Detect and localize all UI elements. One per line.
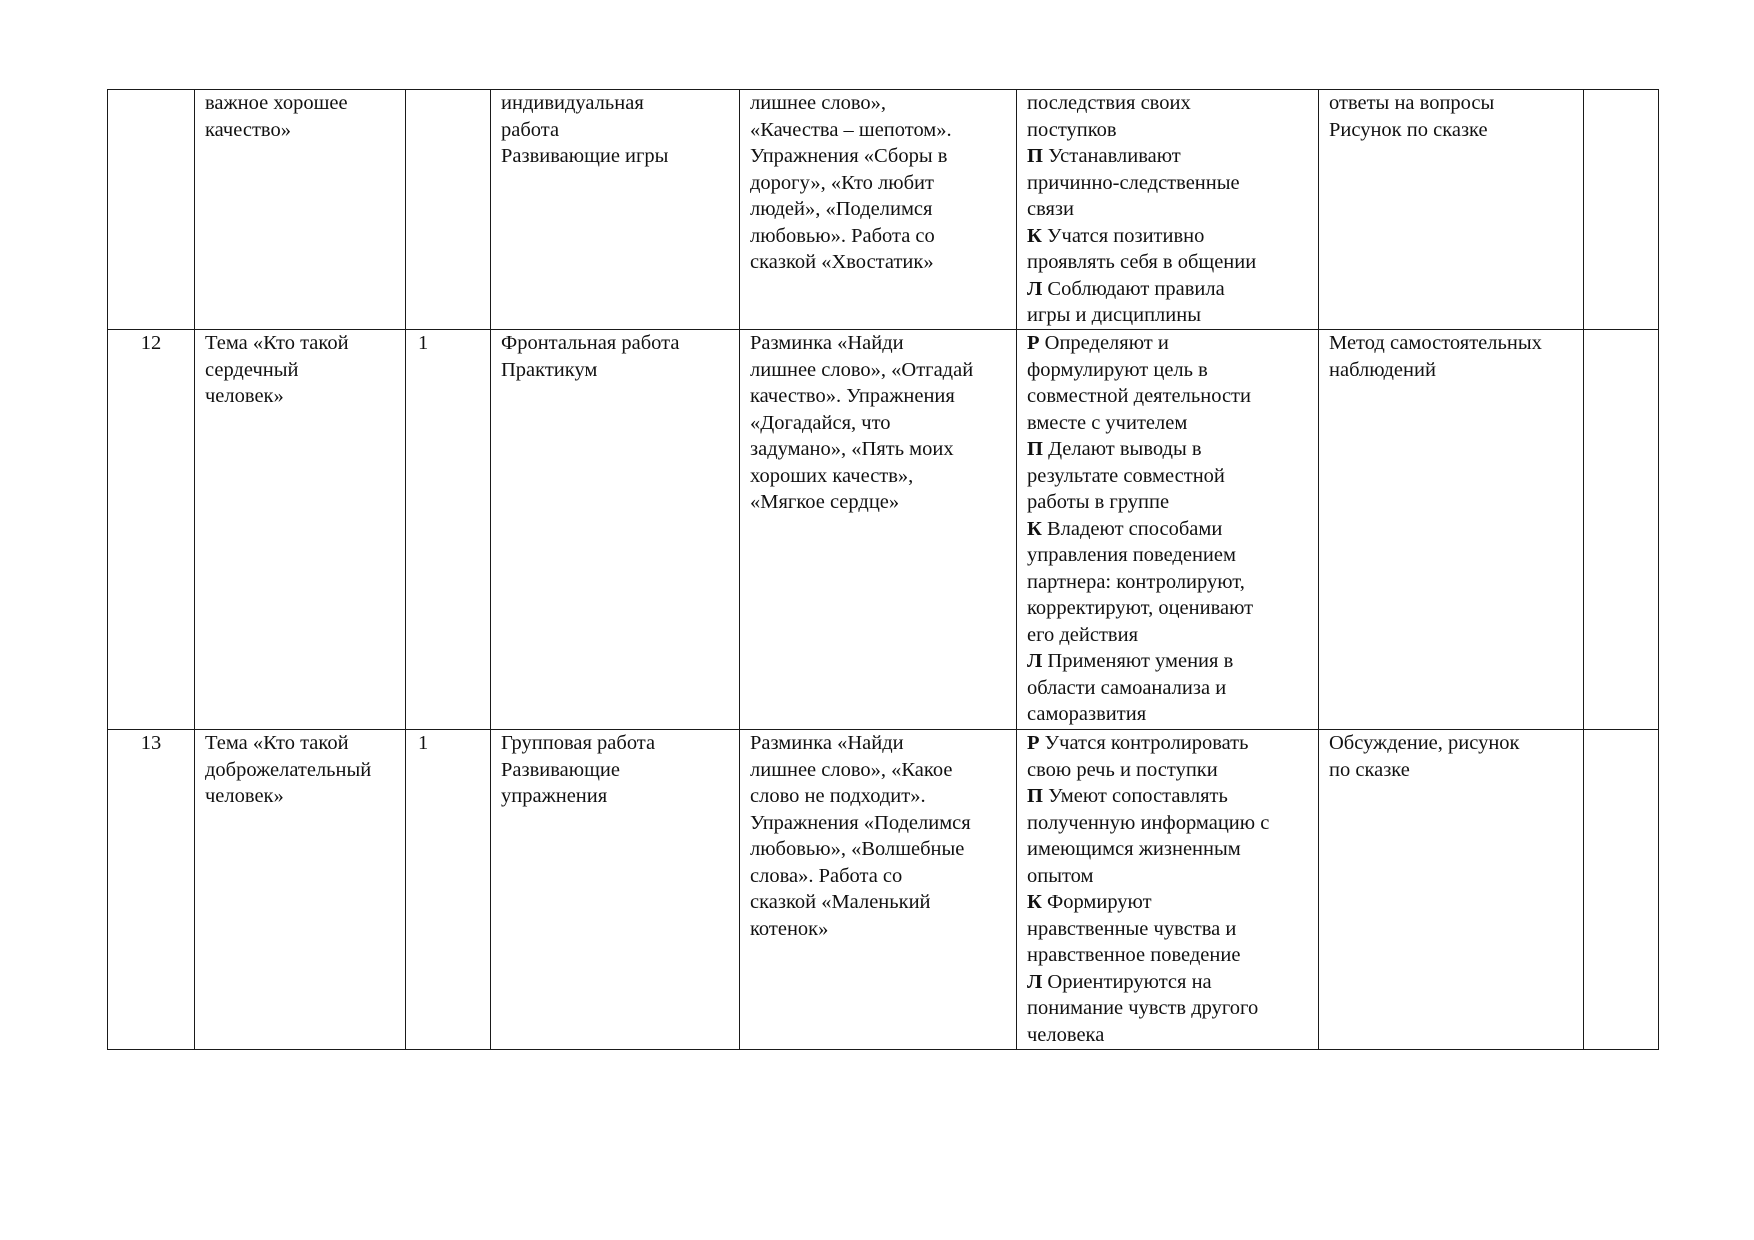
outcome-line — [1027, 463, 1310, 490]
outcome-line — [1027, 757, 1310, 784]
outcome-text: полученную информацию с — [1027, 811, 1270, 834]
outcome-text: корректируют, оценивают — [1027, 597, 1254, 619]
topic-line: человек» — [205, 785, 284, 807]
control-line: наблюдений — [1329, 358, 1436, 381]
content-line: любовью», «Волшебные — [750, 838, 965, 860]
outcome-line — [1027, 436, 1310, 463]
outcome-text: совместной деятельности — [1027, 385, 1251, 407]
outcome-text: нравственные чувства и — [1027, 917, 1237, 940]
outcome-line — [1027, 143, 1310, 170]
outcome-text: игры и дисциплины — [1027, 304, 1201, 326]
outcome-category-label: Л — [1027, 650, 1043, 672]
outcome-line — [1027, 516, 1310, 543]
activities-cell — [740, 330, 1017, 730]
outcome-line — [1027, 969, 1310, 996]
content-line: Упражнения «Поделимся — [750, 811, 971, 834]
note-cell — [1584, 730, 1659, 1050]
table-row — [108, 330, 1659, 730]
outcome-line — [1027, 410, 1310, 437]
outcome-text: причинно-следственные — [1027, 171, 1240, 194]
hours-text: 1 — [418, 332, 429, 354]
outcome-category-label: Р — [1027, 332, 1040, 354]
outcome-line — [1027, 542, 1310, 569]
assessment-cell — [1319, 730, 1584, 1050]
hours-cell — [406, 90, 491, 330]
outcome-text: формулируют цель в — [1027, 358, 1208, 381]
form-line: Развивающие — [501, 758, 620, 781]
outcome-text: его действия — [1027, 623, 1139, 646]
outcome-line — [1027, 489, 1310, 516]
outcome-line — [1027, 942, 1310, 969]
work-form-cell — [491, 730, 740, 1050]
content-line: Упражнения «Сборы в — [750, 145, 948, 167]
outcome-text: Применяют умения в — [1042, 650, 1234, 672]
outcome-category-label: К — [1027, 224, 1042, 247]
outcome-category-label: П — [1027, 785, 1043, 807]
outcome-text: проявлять себя в общении — [1027, 251, 1257, 273]
outcome-category-label: П — [1027, 438, 1043, 460]
control-line: Обсуждение, рисунок — [1329, 732, 1520, 754]
num-text: 13 — [140, 732, 162, 754]
form-line: индивидуальная — [501, 92, 644, 114]
content-line: дорогу», «Кто любит — [750, 171, 934, 194]
outcome-text: Учатся позитивно — [1041, 224, 1205, 247]
topic-cell — [195, 730, 406, 1050]
topic-line: важное хорошее — [205, 92, 348, 114]
content-line: «Догадайся, что — [750, 411, 891, 434]
outcome-line — [1027, 170, 1310, 197]
outcome-category-label: Р — [1027, 732, 1040, 754]
outcome-line — [1027, 117, 1310, 144]
outcome-line — [1027, 916, 1310, 943]
outcome-text: Учатся контролировать — [1039, 732, 1249, 754]
content-line: людей», «Поделимся — [750, 198, 933, 220]
outcome-text: управления поведением — [1027, 544, 1236, 566]
assessment-cell — [1319, 330, 1584, 730]
row-number-cell — [108, 730, 195, 1050]
outcome-line — [1027, 276, 1310, 303]
outcome-text: Устанавливают — [1042, 145, 1181, 167]
note-cell — [1584, 330, 1659, 730]
outcome-category-label: Л — [1027, 970, 1043, 993]
outcome-line — [1027, 383, 1310, 410]
form-line: работа — [501, 118, 560, 141]
learning-outcomes-cell — [1017, 330, 1319, 730]
outcome-text: Определяют и — [1039, 332, 1169, 354]
hours-cell — [406, 730, 491, 1050]
outcome-text: вместе с учителем — [1027, 411, 1188, 434]
outcome-line — [1027, 196, 1310, 223]
outcome-text: Ориентируются на — [1042, 970, 1212, 993]
outcome-text: последствия своих — [1027, 92, 1191, 114]
content-line: любовью». Работа со — [750, 224, 935, 247]
outcome-text: партнера: контролируют, — [1027, 570, 1245, 593]
outcome-line — [1027, 995, 1310, 1022]
outcome-line — [1027, 223, 1310, 250]
note-cell — [1584, 90, 1659, 330]
outcome-line — [1027, 863, 1310, 890]
outcome-text: Умеют сопоставлять — [1042, 785, 1228, 807]
content-line: хороших качеств», — [750, 464, 914, 487]
form-line: Групповая работа — [501, 732, 656, 754]
outcome-line — [1027, 357, 1310, 384]
topic-line: человек» — [205, 385, 284, 407]
outcome-line — [1027, 249, 1310, 276]
outcome-text: нравственное поведение — [1027, 944, 1241, 966]
outcome-line — [1027, 302, 1310, 329]
work-form-cell — [491, 330, 740, 730]
outcome-line — [1027, 810, 1310, 837]
content-line: сказкой «Маленький — [750, 891, 931, 913]
assessment-cell — [1319, 90, 1584, 330]
activities-cell — [740, 90, 1017, 330]
form-line: Развивающие игры — [501, 145, 669, 167]
outcome-line — [1027, 701, 1310, 728]
hours-text: 1 — [418, 732, 429, 754]
content-line: «Качества – шепотом». — [750, 118, 952, 141]
outcome-text: человека — [1027, 1023, 1105, 1046]
outcome-text: Делают выводы в — [1042, 438, 1202, 460]
topic-line: сердечный — [205, 358, 299, 381]
outcome-text: результате совместной — [1027, 464, 1225, 487]
outcome-line — [1027, 783, 1310, 810]
outcome-text: области самоанализа и — [1027, 676, 1227, 699]
control-line: по сказке — [1329, 758, 1410, 781]
content-line: слова». Работа со — [750, 864, 903, 887]
topic-line: Тема «Кто такой — [205, 732, 349, 754]
learning-outcomes-cell — [1017, 90, 1319, 330]
content-line: котенок» — [750, 917, 829, 940]
outcome-category-label: К — [1027, 891, 1042, 913]
row-number-cell — [108, 90, 195, 330]
topic-line: качество» — [205, 118, 291, 141]
outcome-line — [1027, 1022, 1310, 1049]
content-line: Разминка «Найди — [750, 732, 904, 754]
work-form-cell — [491, 90, 740, 330]
outcome-line — [1027, 330, 1310, 357]
topic-cell — [195, 330, 406, 730]
row-number-cell — [108, 330, 195, 730]
outcome-line — [1027, 90, 1310, 117]
control-line: ответы на вопросы — [1329, 92, 1495, 114]
learning-outcomes-cell — [1017, 730, 1319, 1050]
table-row — [108, 90, 1659, 330]
hours-cell — [406, 330, 491, 730]
outcome-text: саморазвития — [1027, 703, 1147, 725]
table-row — [108, 730, 1659, 1050]
form-line: Фронтальная работа — [501, 332, 680, 354]
outcome-line — [1027, 569, 1310, 596]
content-line: слово не подходит». — [750, 785, 926, 807]
outcome-text: имеющимся жизненным — [1027, 838, 1241, 860]
content-line: «Мягкое сердце» — [750, 491, 900, 513]
lesson-plan-table — [107, 89, 1659, 1050]
outcome-text: Формируют — [1041, 891, 1152, 913]
content-line: качество». Упражнения — [750, 385, 955, 407]
outcome-line — [1027, 595, 1310, 622]
outcome-line — [1027, 622, 1310, 649]
outcome-line — [1027, 730, 1310, 757]
topic-line: Тема «Кто такой — [205, 332, 349, 354]
outcome-category-label: П — [1027, 145, 1043, 167]
topic-cell — [195, 90, 406, 330]
outcome-text: свою речь и поступки — [1027, 758, 1218, 781]
outcome-line — [1027, 889, 1310, 916]
outcome-category-label: Л — [1027, 277, 1043, 300]
outcome-text: Соблюдают правила — [1042, 277, 1225, 300]
content-line: Разминка «Найди — [750, 332, 904, 354]
num-text: 12 — [140, 332, 162, 354]
content-line: лишнее слово», «Отгадай — [750, 358, 974, 381]
outcome-text: поступков — [1027, 118, 1117, 141]
outcome-text: связи — [1027, 198, 1075, 220]
content-line: лишнее слово», «Какое — [750, 758, 953, 781]
outcome-text: опытом — [1027, 864, 1094, 887]
outcome-line — [1027, 836, 1310, 863]
form-line: Практикум — [501, 358, 598, 381]
activities-cell — [740, 730, 1017, 1050]
outcome-line — [1027, 675, 1310, 702]
content-line: лишнее слово», — [750, 92, 887, 114]
outcome-text: понимание чувств другого — [1027, 997, 1259, 1019]
form-line: упражнения — [501, 785, 608, 807]
content-line: задумано», «Пять моих — [750, 438, 954, 460]
content-line: сказкой «Хвостатик» — [750, 251, 934, 273]
control-line: Рисунок по сказке — [1329, 118, 1488, 141]
topic-line: доброжелательный — [205, 758, 372, 781]
control-line: Метод самостоятельных — [1329, 332, 1542, 354]
outcome-category-label: К — [1027, 517, 1042, 540]
outcome-line — [1027, 648, 1310, 675]
outcome-text: Владеют способами — [1041, 517, 1223, 540]
outcome-text: работы в группе — [1027, 491, 1170, 513]
